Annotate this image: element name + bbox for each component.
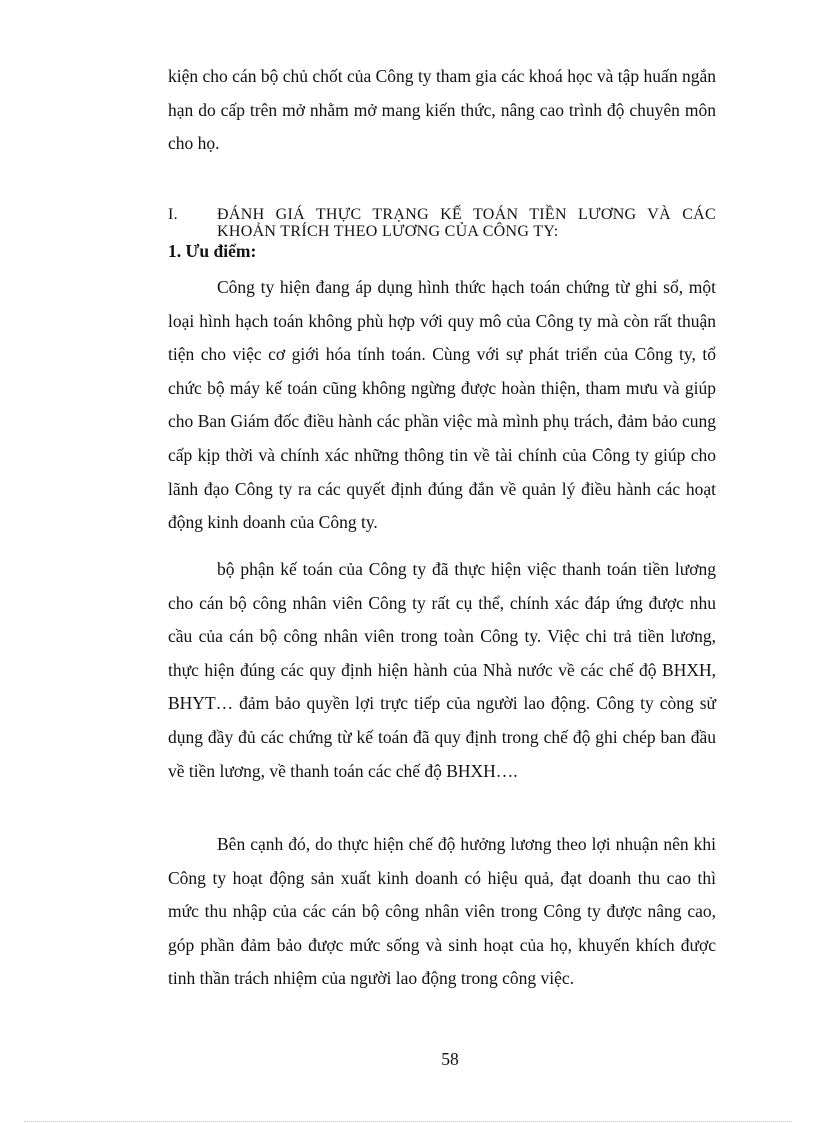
bottom-divider — [24, 1121, 792, 1122]
paragraph-training: kiện cho cán bộ chủ chốt của Công ty tham gia các khoá học và tập huấn ngắn hạn do cấp trên mở nhằm mở mang kiến thức, nâng cao trình độ chuyên môn cho họ. — [168, 66, 716, 154]
subsection-title: 1. Ưu điểm: — [168, 241, 257, 261]
paragraph-accounting-form: Công ty hiện đang áp dụng hình thức hạch toán chứng từ ghi sổ, một loại hình hạch toán không phù hợp với quy mô của Công ty mà còn rất thuận tiện cho việc cơ giới hóa tính toán. Cùng với sự phát triển của Công ty, tổ chức bộ máy kế toán cũng không ngừng được hoàn thiện, tham mưu và giúp cho Ban Giám đốc điều hành các phần việc mà mình phụ trách, đảm bảo cung cấp kịp thời và chính xác những thông tin về tài chính của Công ty giúp cho lãnh đạo Công ty ra các quyết định đúng đắn về quản lý điều hành các hoạt động kinh doanh của Công ty. — [168, 277, 716, 533]
page-number: 58 — [441, 1049, 459, 1069]
paragraph-profit-based-salary: Bên cạnh đó, do thực hiện chế độ hưởng lương theo lợi nhuận nên khi Công ty hoạt động sản xuất kinh doanh có hiệu quả, đạt doanh thu cao thì mức thu nhập của các cán bộ công nhân viên trong Công ty được nâng cao, góp phần đảm bảo được mức sống và sinh hoạt của họ, khuyến khích được tinh thần trách nhiệm của người lao động trong công việc. — [168, 834, 716, 989]
section-title: ĐÁNH GIÁ THỰC TRẠNG KẾ TOÁN TIỀN LƯƠNG VÀ CÁC KHOẢN TRÍCH THEO LƯƠNG CỦA CÔNG TY: — [217, 206, 716, 240]
section-heading — [168, 206, 716, 240]
section-number: I. — [168, 206, 178, 223]
paragraph-salary-payment: bộ phận kế toán của Công ty đã thực hiện việc thanh toán tiền lương cho cán bộ công nhân viên Công ty rất cụ thể, chính xác đáp ứng được nhu cầu của cán bộ công nhân viên trong toàn Công ty. Việc chi trả tiền lương, thực hiện đúng các quy định hiện hành của Nhà nước về các chế độ BHXH, BHYT… đảm bảo quyền lợi trực tiếp của người lao động. Công ty còng sử dụng đầy đủ các chứng từ kế toán đã quy định trong chế độ ghi chép ban đầu về tiền lương, về thanh toán các chế độ BHXH…. — [168, 559, 716, 781]
